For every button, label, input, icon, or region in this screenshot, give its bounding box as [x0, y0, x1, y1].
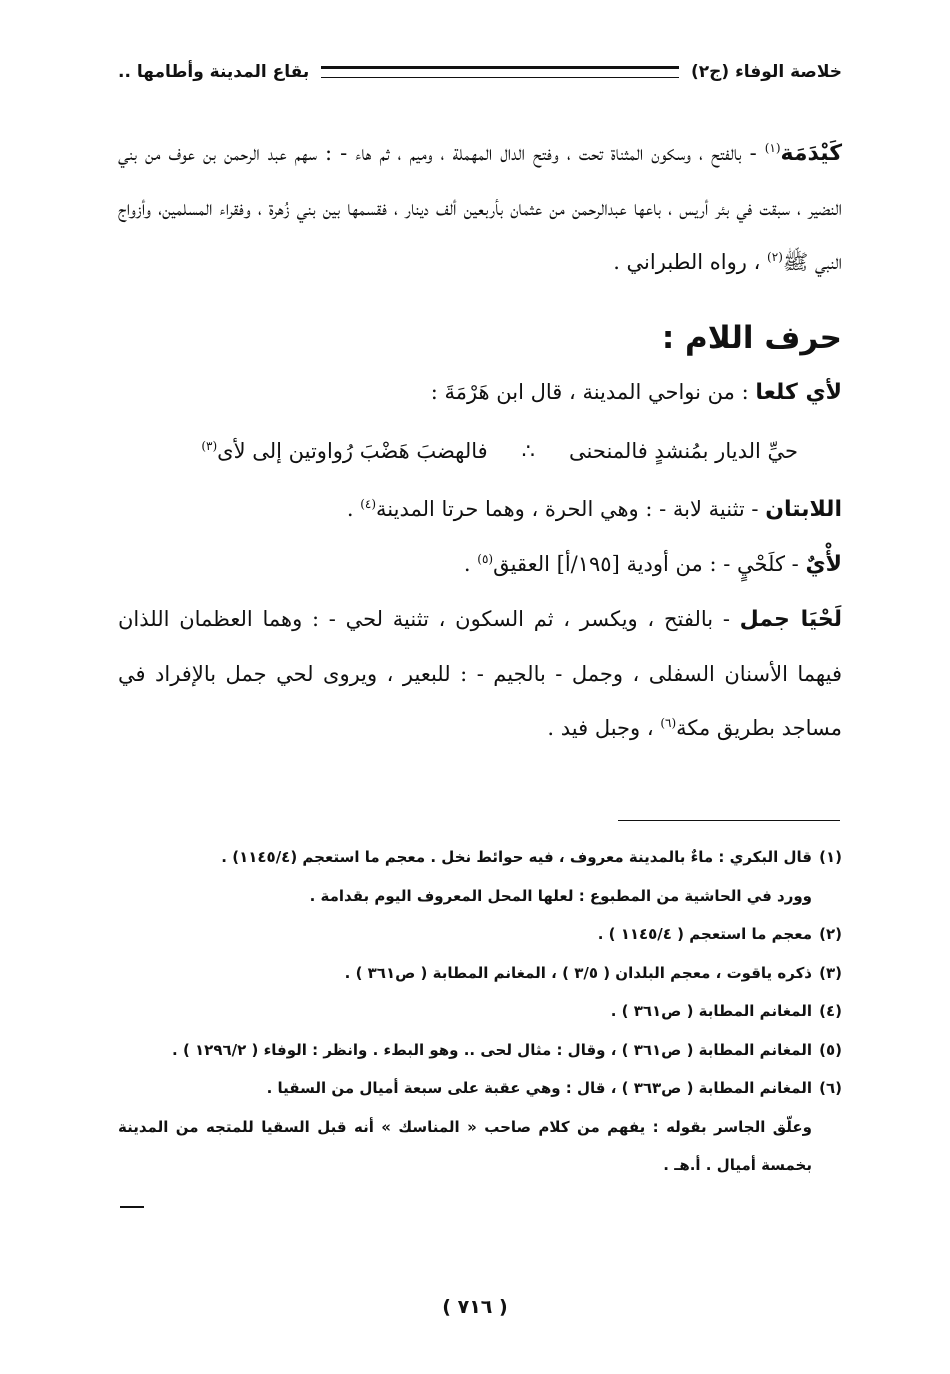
footnote-separator [618, 820, 840, 821]
footnote [118, 954, 842, 993]
entry-headword: اللابتان [765, 497, 842, 522]
entry-text: : من نواحي المدينة ، قال ابن هَرْمَةَ : [430, 380, 756, 404]
entry-text: . [346, 497, 361, 521]
header-rule [321, 66, 679, 78]
footnote [118, 915, 842, 954]
footnote-text: المغانم المطابة ( ص٣٦١ ) ، وقال : مثال لحى .. وهو البطء . وانظر : الوفاء ( ١٢٩٦/٢ ) . [172, 1040, 812, 1059]
entry-labatan [118, 482, 842, 537]
footnote-text: المغانم المطابة ( ص٣٦١ ) . [610, 1002, 812, 1020]
entry-text: - كلَحْيٍ - : من أودية [١٩٥/أ] العقيق [493, 552, 806, 576]
footnote-ref: (٣) [201, 439, 218, 453]
footnote [118, 1069, 842, 1108]
verse-second-hemistich: فالهضبَ هَضْبَ رُواوتين إلى لأى [217, 439, 488, 463]
footnote-continuation [118, 877, 842, 916]
footnote-text: قال البكري : ماءٌ بالمدينة معروف ، فيه حوائط نخل . معجم ما استعجم (١١٤٥/٤) . [221, 848, 812, 866]
section-title: بقاع المدينة وأطامها .. [118, 62, 310, 82]
footnote-number: (٥) [819, 1040, 842, 1059]
entry-headword: لَحْيَا جمل [739, 607, 842, 632]
entry-headword: لأي كلعا [755, 380, 842, 405]
footnote-continuation [118, 1108, 842, 1185]
entry-text: - بالفتح ، ويكسر ، ثم السكون ، تثنية لحي - : وهما العظمان اللذان فيهما الأسنان السفلى ، وجمل - بالجيم - : للبعير ، ويروى لحي جمل بالإفراد في مساجد بطريق مكة [118, 607, 842, 740]
poetry-verse [118, 420, 842, 482]
footnote-number: (٣) [819, 963, 842, 982]
entry-lay-kala [118, 365, 842, 420]
entry-kaydama [118, 126, 842, 289]
footnote-number: (١) [819, 848, 842, 866]
main-text [118, 126, 842, 755]
running-header [118, 52, 842, 92]
section-heading-lam: حرف اللام : [661, 320, 842, 356]
entry-headword: كَيْدَمَة [780, 141, 842, 166]
entry-text: ، رواه الطبراني . [613, 250, 768, 274]
footnote [118, 838, 842, 877]
footnote-text: معجم ما استعجم ( ١١٤٥/٤ ) . [597, 925, 812, 943]
footnote-number: (٦) [819, 1079, 842, 1097]
entry-lahya-jamal [118, 592, 842, 755]
entry-text: - تثنية لابة - : وهي الحرة ، وهما حرتا المدينة [376, 497, 766, 521]
footnote-ref: (٢) [767, 250, 783, 264]
footnotes [118, 838, 842, 1185]
continuation-dash [120, 1206, 144, 1208]
footnote-text: وورد في الحاشية من المطبوع : لعلها المحل المعروف اليوم بقدامة . [309, 886, 812, 905]
footnote-ref: (٦) [660, 716, 677, 730]
footnote-ref: (٤) [360, 497, 377, 511]
footnote-ref: (٥) [477, 552, 494, 566]
entry-lay [118, 537, 842, 592]
footnote [118, 992, 842, 1031]
verse-separator: ∴ [521, 439, 536, 463]
footnote-text: ذكره ياقوت ، معجم البلدان ( ٣/٥ ) ، المغانم المطابة ( ص٣٦١ ) . [344, 963, 812, 982]
footnote-number: (٢) [819, 925, 842, 943]
book-title: خلاصة الوفاء (ج٢) [690, 62, 842, 82]
entry-text: ، وجبل فيد . [547, 716, 661, 740]
entry-text: . [463, 552, 478, 576]
page-number: ( ٧١٦ ) [442, 1296, 508, 1318]
footnote-text: وعلّق الجاسر بقوله : يفهم من كلام صاحب « المناسك » أنه قبل السقيا للمتجه من المدينة بخمسة أميال . أ.هـ . [118, 1117, 812, 1174]
footnote-text: المغانم المطابة ( ص٣٦٣ ) ، قال : وهي عقبة على سبعة أميال من السقيا . [266, 1079, 812, 1097]
entry-headword: لأْيٌ [805, 552, 842, 577]
footnote-ref: (١) [764, 141, 781, 155]
footnote-number: (٤) [819, 1002, 842, 1020]
footnote [118, 1031, 842, 1070]
entry-text: - بالفتح ، وسكون المثناة تحت ، وفتح الدال المهملة ، وميم ، ثم هاء - : سهم عبد الرحمن بن عوف من بني النضير ، سبقت في بئر أريس ، باعها عبدالرحمن من عثمان بأربعين ألف دينار ، فقسمها بين بني زُهرة ، وفقراء المسلمين، وأزواج النبي ﷺ [118, 141, 842, 274]
verse-first-hemistich: حيِّ الديار بمُنشدٍ فالمنحنى [569, 439, 798, 463]
